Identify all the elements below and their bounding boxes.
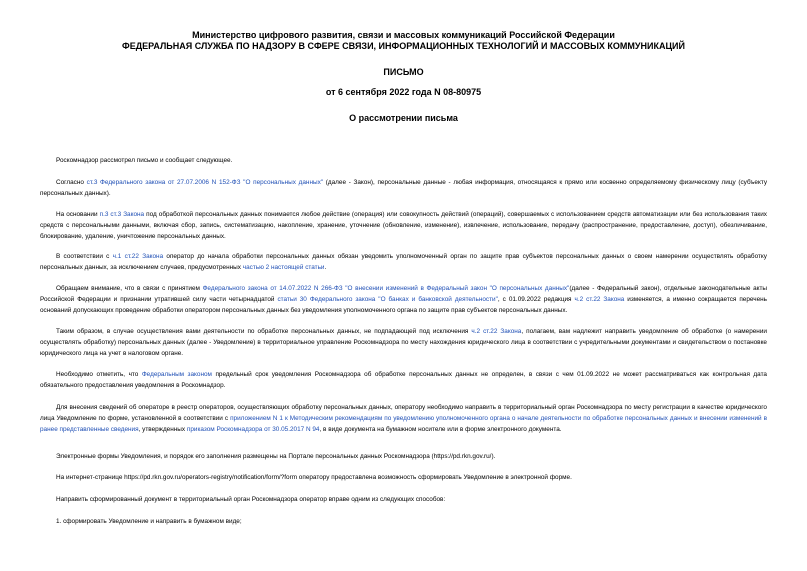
paragraph-text: под обработкой персональных данных понимается любое действие (операция) или совокупность действий (операций), совершаемых с использованием средств автоматизации или без использования таких средств с персональными данными, включая сбор, запись, систематизацию, накопление, хранение, уточнение (обновление, изменение), извлечение, использование, передачу (распространение, предоставление, доступ), обезличивание, блокирование, удаление, уничтожение персональных данных. [40, 211, 767, 241]
paragraph-amendments [40, 283, 767, 316]
paragraph-processing [40, 209, 767, 242]
paragraph-notification-duty [40, 251, 767, 273]
document-date-number: от 6 сентября 2022 года N 08-80975 [325, 87, 482, 97]
paragraph-text: (далее - Федеральный закон), отдельные законодательные акты Российской Федерации и признании утратившей силу части четырнадцатой [40, 285, 768, 304]
paragraph-method-1 [40, 516, 767, 527]
paragraph-text: Согласно [56, 179, 87, 186]
document-type: ПИСЬМО [383, 67, 424, 77]
paragraph-text: На интернет-странице https://pd.rkn.gov.ru/operators-registry/notification/form/?form оператору предоставлена возможность сформировать Уведомление в электронной форме. [56, 474, 572, 481]
paragraph-text: 1. сформировать Уведомление и направить в бумажном виде; [56, 518, 242, 525]
paragraph-text: Необходимо отметить, что [56, 371, 142, 378]
service-name: ФЕДЕРАЛЬНАЯ СЛУЖБА ПО НАДЗОРУ В СФЕРЕ СВЯЗИ, ИНФОРМАЦИОННЫХ ТЕХНОЛОГИЙ И МАССОВЫХ КОММУНИКАЦИЙ [122, 41, 685, 51]
paragraph-methods [40, 494, 767, 505]
law-link-appendix1[interactable]: приложением N 1 к Методическим рекомендациям по уведомлению уполномоченного органа о начале деятельности по обработке персональных данных и внесении изменений в ранее представленные сведения [40, 415, 768, 434]
paragraph-conclusion [40, 326, 767, 359]
paragraph-text: Электронные формы Уведомления, и порядок его заполнения размещены на Портале персональных данных Роскомнадзора (https://pd.rkn.gov.ru/). [56, 453, 496, 460]
law-link-federal-law[interactable]: Федеральным законом [141, 371, 212, 378]
paragraph-intro [40, 155, 767, 166]
law-link-st30-banks[interactable]: статьи 30 Федерального закона "О банках и банковской деятельности" [277, 296, 498, 304]
paragraph-text: Обращаем внимание, что в связи с принятием [56, 285, 203, 292]
paragraph-text: В соответствии с [56, 253, 113, 260]
paragraph-text: Направить сформированный документ в территориальный орган Роскомнадзора оператор вправе одним из следующих способов: [56, 496, 446, 503]
law-link-part2[interactable]: частью 2 настоящей статьи [242, 264, 325, 272]
law-link-ch1-st22[interactable]: ч.1 ст.22 Закона [112, 253, 164, 260]
law-link-152fz[interactable]: ст.3 Федерального закона от 27.07.2006 N 152-ФЗ "О персональных данных" [86, 179, 324, 186]
paragraph-portal [40, 451, 767, 462]
law-link-p3-st3[interactable]: п.3 ст.3 Закона [99, 211, 145, 218]
paragraph-online-form [40, 472, 767, 483]
paragraph-text: , с 01.09.2022 редакция [497, 296, 575, 304]
paragraph-text: На основании [56, 211, 100, 218]
paragraph-text: , утвержденных [138, 426, 187, 434]
ministry-name: Министерство цифрового развития, связи и массовых коммуникаций Российской Федерации [192, 30, 615, 40]
paragraph-text: Таким образом, в случае осуществления вами деятельности по обработке персональных данных, не подпадающей под исключения [56, 328, 472, 335]
paragraph-text: , полагаем, вам надлежит направить уведомление об обработке (о намерении осуществлять обработку) персональных данных (далее - Уведомление) в территориальное управление Роскомнадзора по месту нахождения юридического лица в соответствии с учредительными документами и свидетельством о постановке юридического лица на учет в налоговом органе. [40, 328, 767, 358]
paragraph-text: , в виде документа на бумажном носителе или в форме электронного документа. [319, 426, 562, 434]
law-link-ch2-st22[interactable]: ч.2 ст.22 Закона [574, 296, 625, 304]
paragraph-text: предельный срок уведомления Роскомнадзора об обработке персональных данных не определен, в связи с чем 01.09.2022 не может рассматриваться как контрольная дата обязательного предоставления уведомления в Роскомнадзор. [40, 371, 767, 390]
paragraph-deadline [40, 369, 767, 391]
paragraph-definition [40, 177, 767, 199]
paragraph-text: . [324, 264, 327, 272]
paragraph-text: (далее - Закон), персональные данные - любая информация, относящаяся к прямо или косвенно определяемому физическому лицу (субъекту персональных данных). [40, 179, 768, 198]
paragraph-text: Для внесения сведений об операторе в реестр операторов, осуществляющих обработку персональных данных, оператору необходимо направить в территориальный орган Роскомнадзора по месту регистрации в качестве юридического лица Уведомление по форме, установленной в соответствии с [40, 404, 767, 423]
paragraph-text: изменяется, а именно сокращается перечень оснований допускающих проведение обработки оператором персональных данных без уведомления уполномоченного органа по защите прав субъектов персональных данных. [40, 296, 768, 315]
law-link-ch2-st22[interactable]: ч.2 ст.22 Закона [471, 328, 522, 335]
document-subject: О рассмотрении письма [349, 113, 458, 123]
law-link-order94[interactable]: приказом Роскомнадзора от 30.05.2017 N 94 [186, 426, 320, 434]
paragraph-registry [40, 402, 767, 435]
paragraph-text: оператор до начала обработки персональных данных обязан уведомить уполномоченный орган по защите прав субъектов персональных данных о своем намерении осуществлять обработку персональных данных, за исключением случаев, предусмотренных [40, 253, 767, 272]
paragraph-text: Роскомнадзор рассмотрел письмо и сообщает следующее. [56, 157, 233, 164]
law-link-266fz[interactable]: Федерального закона от 14.07.2022 N 266-ФЗ "О внесении изменений в Федеральный закон "О персональных данных" [202, 285, 570, 292]
